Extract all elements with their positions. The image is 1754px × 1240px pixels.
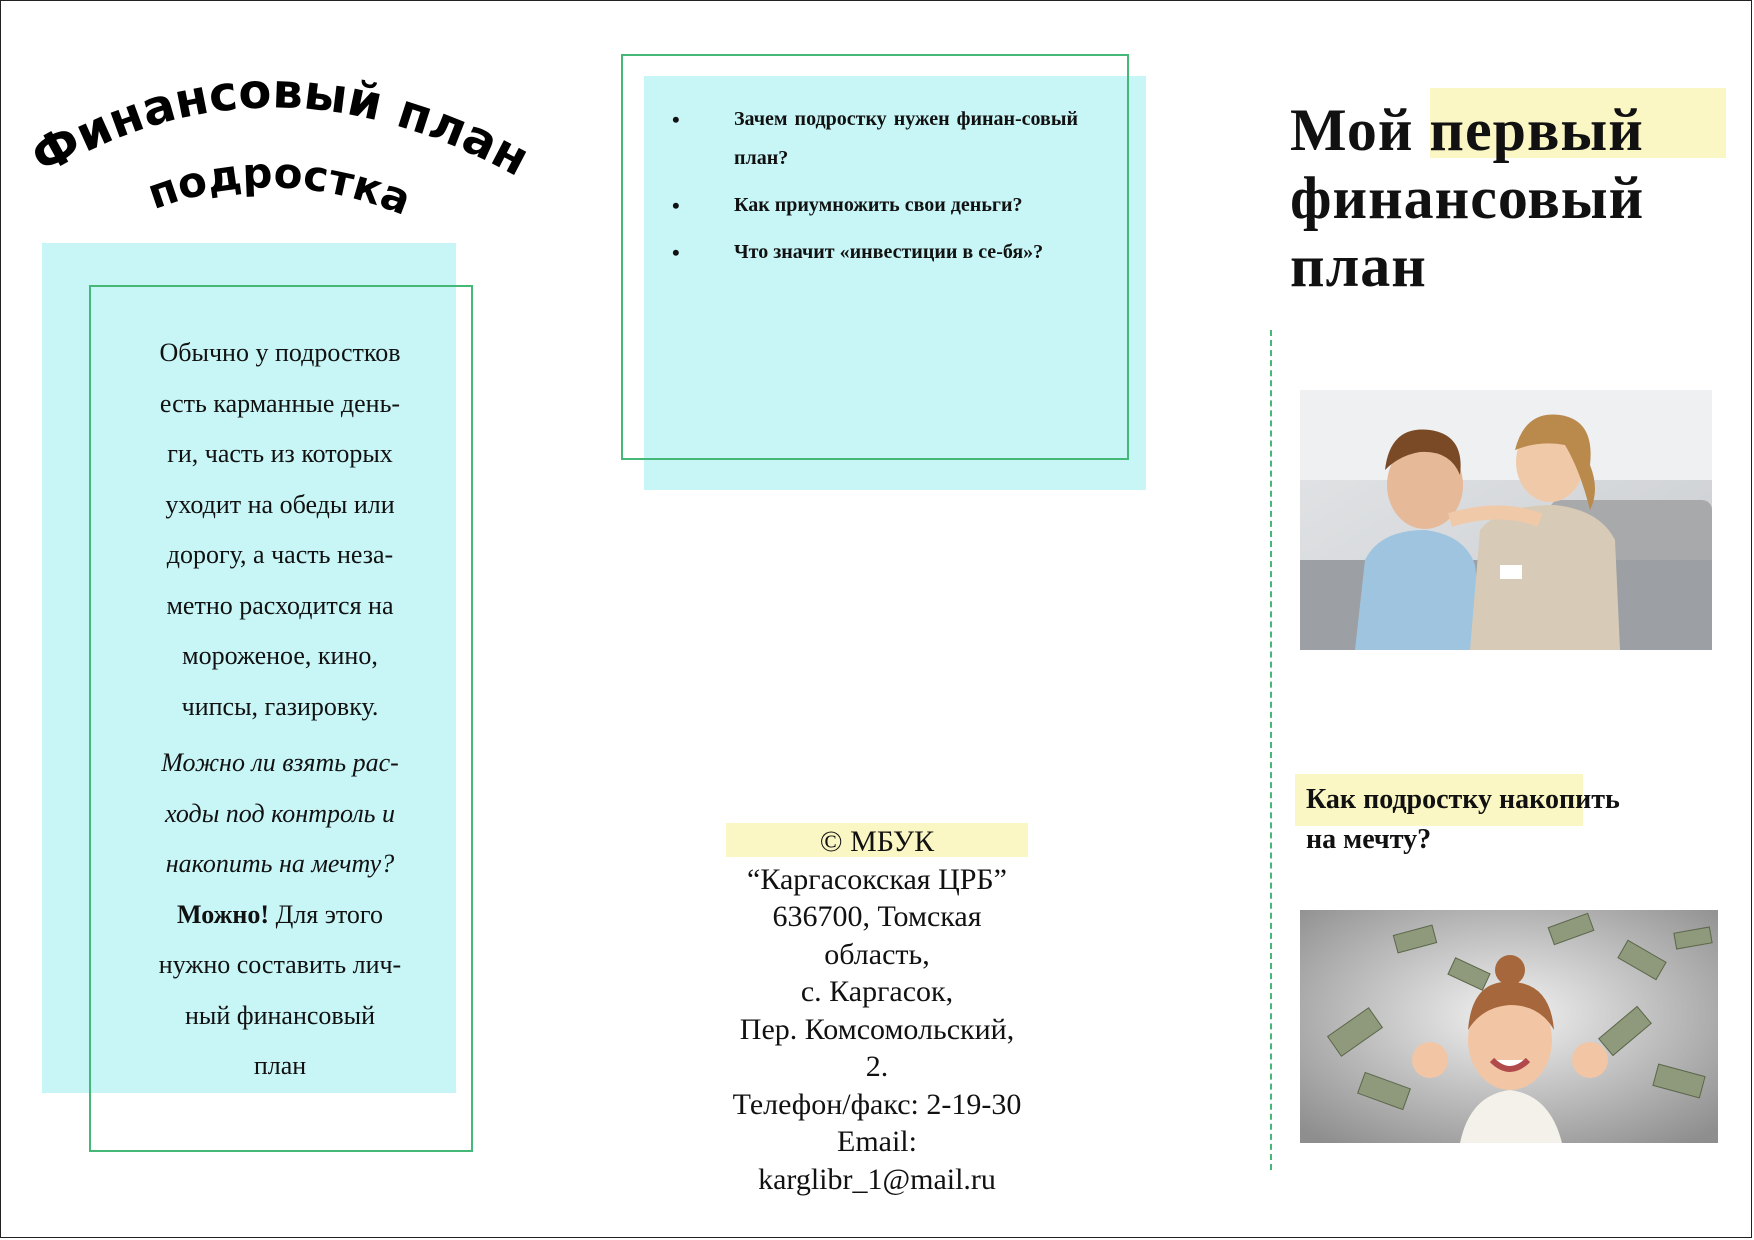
intro-line: ги, часть из которых	[167, 439, 393, 468]
arched-title-line1: Финансовый план	[22, 63, 539, 188]
bullet-icon: •	[672, 107, 680, 132]
answer-line: ный финансовый	[184, 1000, 376, 1030]
question-line: Можно ли взять рас-	[161, 748, 399, 777]
question-text: Как приумножить свои деньги?	[734, 194, 1023, 216]
intro-line: Обычно у подростков	[159, 338, 401, 367]
question-text: Что значит «инвестиции в се-бя»?	[734, 241, 1044, 263]
intro-line: есть карманные день-	[159, 388, 401, 418]
title-line: Мой первый	[1290, 97, 1644, 163]
subtitle-line: на мечту?	[1306, 824, 1432, 855]
intro-paragraph	[135, 328, 425, 732]
question-line: ходы под контроль и	[165, 798, 395, 828]
subtitle-line: Как подростку накопить	[1306, 784, 1620, 815]
contact-address: с. Каргасок,	[800, 975, 954, 1008]
intro-line: мороженое, кино,	[182, 641, 378, 670]
intro-line: чипсы, газировку.	[181, 691, 379, 721]
contact-block	[700, 823, 1054, 1198]
contact-email: karglibr_1@mail.ru	[758, 1162, 996, 1196]
panel-divider	[1270, 330, 1272, 1170]
intro-line: дорогу, а часть неза-	[166, 540, 394, 569]
answer-paragraph	[135, 890, 425, 1092]
question-paragraph	[135, 738, 425, 890]
answer-line: план	[253, 1051, 307, 1080]
bullet-icon: •	[672, 240, 680, 265]
answer-bold: Можно!	[177, 899, 270, 929]
title-line: финансовый	[1290, 165, 1645, 231]
brochure-title	[1290, 96, 1730, 300]
girl-with-falling-money-photo	[1300, 910, 1718, 1143]
contact-org: © МБУК	[819, 825, 935, 858]
contact-email-label: Email:	[837, 1125, 917, 1158]
arched-title-line2: подростка	[141, 148, 418, 225]
bullet-icon: •	[672, 193, 680, 218]
section-subtitle	[1306, 780, 1706, 860]
question-item	[668, 186, 1078, 225]
question-text: Зачем подростку нужен финан-совый план?	[734, 108, 1078, 169]
question-item	[668, 100, 1078, 178]
contact-address: область,	[824, 937, 930, 971]
title-line: план	[1290, 233, 1427, 299]
arched-title	[0, 40, 560, 230]
contact-address: 2.	[865, 1050, 889, 1083]
contact-address: Пер. Комсомольский,	[739, 1012, 1015, 1046]
intro-text-block	[135, 328, 425, 1092]
contact-phone: Телефон/факс: 2-19-30	[732, 1087, 1022, 1121]
svg-text:подростка	[141, 148, 418, 225]
intro-line: уходит на обеды или	[165, 489, 395, 519]
contact-org-name: “Каргасокская ЦРБ”	[747, 862, 1007, 896]
mother-and-son-photo	[1300, 390, 1712, 650]
answer-line: Для этого	[269, 899, 383, 929]
questions-list	[668, 100, 1078, 280]
intro-line: метно расходится на	[166, 590, 394, 620]
contact-address: 636700, Томская	[772, 900, 982, 933]
question-item	[668, 233, 1078, 272]
answer-line: нужно составить лич-	[158, 950, 402, 979]
question-line: накопить на мечту?	[165, 849, 395, 878]
